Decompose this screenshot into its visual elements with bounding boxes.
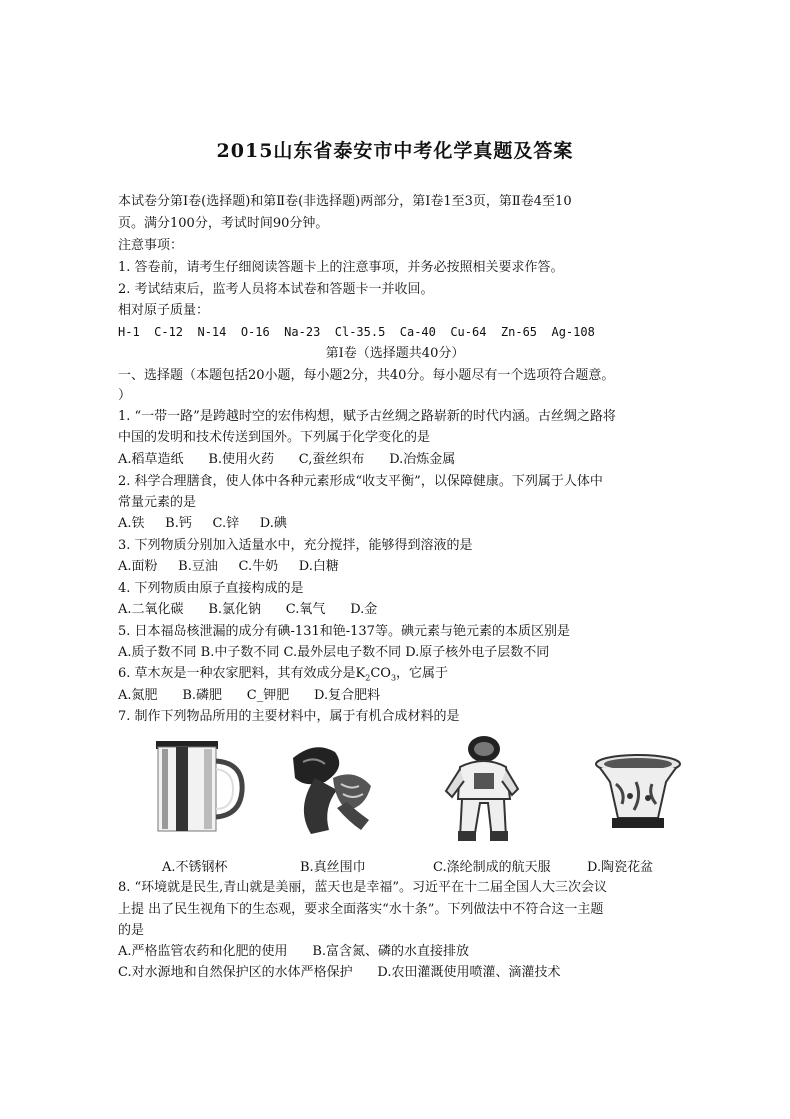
q2-line-1: 2. 科学合理膳食，使人体中各种元素形成“收支平衡”，以保障健康。下列属于人体中	[118, 474, 603, 489]
caption-c: C.涤纶制成的航天服	[433, 860, 551, 875]
q4-options: A.二氧化碳 B.氯化钠 C.氧气 D.金	[118, 602, 378, 617]
q5-line-1: 5. 日本福岛核泄漏的成分有碘-131和铯-137等。碘元素与铯元素的本质区别是	[118, 624, 570, 639]
note-2: 2. 考试结束后，监考人员将本试卷和答题卡一并收回。	[118, 282, 434, 297]
q3-options: A.面粉 B.豆油 C.牛奶 D.白糖	[118, 559, 339, 574]
q8-options-2: C.对水源地和自然保护区的水体严格保护 D.农田灌溉使用喷灌、滴灌技术	[118, 965, 561, 980]
page-title: 2015山东省泰安市中考化学真题及答案	[216, 140, 574, 162]
q4-line-1: 4. 下列物质由原子直接构成的是	[118, 581, 304, 596]
ceramic-flowerpot-image	[592, 752, 684, 834]
q6-line-1	[118, 664, 448, 689]
section-heading-line-2: ）	[118, 388, 132, 403]
q6-sub-1: 2	[365, 673, 371, 683]
q6-text-b: CO	[370, 666, 391, 681]
caption-b: B.真丝围巾	[300, 860, 366, 875]
q6-options: A.氮肥 B.磷肥 C_钾肥 D.复合肥料	[118, 688, 381, 703]
spacesuit-image	[440, 733, 522, 845]
q8-options-1: A.严格监管农药和化肥的使用 B.富含氮、磷的水直接排放	[118, 944, 470, 959]
section-heading-line-1: 一、选择题（本题包括20小题，每小题2分，共40分。每小题尽有一个选项符合题意。	[118, 368, 615, 383]
caption-d: D.陶瓷花盆	[587, 860, 654, 875]
q5-options: A.质子数不同 B.中子数不同 C.最外层电子数不同 D.原子核外电子层数不同	[118, 645, 550, 660]
silk-scarf-image	[285, 738, 377, 838]
q6-text-c: ，它属于	[396, 666, 449, 681]
q1-options: A.稻草造纸 B.使用火药 C,蚕丝织布 D.冶炼金属	[118, 452, 456, 467]
steel-cup-image	[148, 735, 248, 835]
q6-text-a: 6. 草木灰是一种农家肥料，其有效成分是K	[118, 666, 366, 681]
q3-line-1: 3. 下列物质分别加入适量水中，充分搅拌，能够得到溶液的是	[118, 538, 473, 553]
q8-line-1: 8. “环境就是民生,青山就是美丽，蓝天也是幸福”。习近平在十二届全国人大三次会议	[118, 880, 607, 895]
intro-line-2: 页。满分100分，考试时间90分钟。	[118, 216, 329, 231]
q1-line-2: 中国的发明和技术传送到国外。下列属于化学变化的是	[118, 430, 431, 445]
q8-line-2: 上提 出了民生视角下的生态观，要求全面落实“水十条”。下列做法中不符合这一主题	[118, 902, 604, 917]
atomic-mass-values: H-1 C-12 N-14 O-16 Na-23 Cl-35.5 Ca-40 Cu-64 Zn-65 Ag-108	[118, 325, 595, 339]
q2-line-2: 常量元素的是	[118, 495, 197, 510]
atomic-mass-heading: 相对原子质量：	[118, 303, 210, 318]
q6-sub-2: 3	[390, 673, 397, 683]
intro-line-1: 本试卷分第Ⅰ卷(选择题)和第Ⅱ卷(非选择题)两部分，第Ⅰ卷1至3页，第Ⅱ卷4至10	[118, 194, 572, 209]
q1-line-1: 1. “一带一路”是跨越时空的宏伟构想，赋予古丝绸之路崭新的时代内涵。古丝绸之路将	[118, 409, 616, 424]
q2-options: A.铁 B.钙 C.锌 D.碘	[118, 516, 287, 531]
notes-heading: 注意事项：	[118, 238, 184, 253]
part-one-heading: 第Ⅰ卷（选择题共40分）	[325, 346, 465, 361]
caption-a: A.不锈钢杯	[162, 860, 228, 875]
q7-line-1: 7. 制作下列物品所用的主要材料中，属于有机合成材料的是	[118, 709, 460, 724]
q8-line-3: 的是	[118, 923, 145, 938]
note-1: 1. 答卷前，请考生仔细阅读答题卡上的注意事项，并务必按照相关要求作答。	[118, 260, 564, 275]
